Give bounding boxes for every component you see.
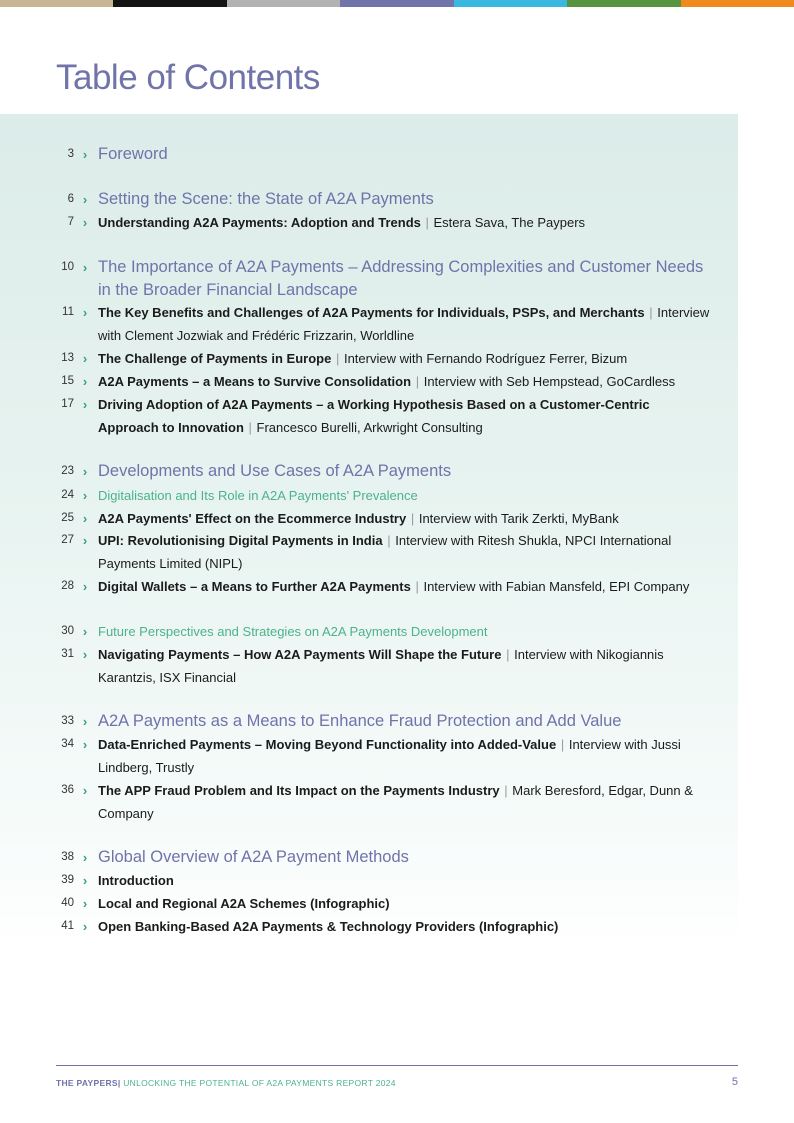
toc-entry-text <box>98 507 710 530</box>
toc-page-number: 34 <box>61 738 74 750</box>
toc-page-number: 30 <box>61 625 74 637</box>
article-byline: Interview with Tarik Zerkti, MyBank <box>418 511 619 526</box>
toc-page-number: 6 <box>67 193 74 205</box>
section-title: Global Overview of A2A Payment Methods <box>98 848 409 866</box>
footer-divider <box>56 1065 738 1066</box>
toc-entry-text <box>98 733 710 779</box>
byline-separator: | <box>415 374 420 389</box>
toc-page-number: 39 <box>61 874 74 886</box>
article-title: A2A Payments' Effect on the Ecommerce Industry <box>98 511 407 526</box>
article-title: Understanding A2A Payments: Adoption and Trends <box>98 215 421 230</box>
article-title: Introduction <box>98 873 174 888</box>
byline-separator: | <box>504 783 508 798</box>
footer-text <box>56 1078 396 1088</box>
chevron-right-icon: › <box>82 147 88 162</box>
article-byline: Interview with Fernando Rodríguez Ferrer, Bizum <box>343 351 628 366</box>
footer-report-title: UNLOCKING THE POTENTIAL OF A2A PAYMENTS REPORT 2024 <box>123 1078 396 1088</box>
chevron-right-icon: › <box>82 533 88 548</box>
section-title: Foreword <box>98 145 168 163</box>
article-title-continued: Approach to Innovation <box>98 420 244 435</box>
section-title: Developments and Use Cases of A2A Payments <box>98 462 452 480</box>
section-title: A2A Payments as a Means to Enhance Fraud Protection and Add Value <box>98 712 622 730</box>
toc-entry-text <box>98 460 710 483</box>
toc-entry-text <box>98 370 710 393</box>
toc-page-number: 28 <box>61 580 74 592</box>
chevron-right-icon: › <box>82 464 88 479</box>
toc-page-number: 25 <box>61 512 74 524</box>
stripe-segment <box>567 0 680 7</box>
toc-page-number: 7 <box>67 216 74 228</box>
chevron-right-icon: › <box>82 397 88 412</box>
article-byline: Interview with Jussi <box>568 737 681 752</box>
toc-page-number: 17 <box>61 398 74 410</box>
stripe-segment <box>0 0 113 7</box>
byline-separator: | <box>506 647 510 662</box>
toc-page-number: 36 <box>61 784 74 796</box>
toc-page-number: 15 <box>61 375 74 387</box>
chevron-right-icon: › <box>82 850 88 865</box>
toc-entry-text <box>98 710 710 733</box>
chevron-right-icon: › <box>82 714 88 729</box>
chevron-right-icon: › <box>82 737 88 752</box>
article-byline-continued: Karantzis, ISX Financial <box>98 670 237 685</box>
section-title: Setting the Scene: the State of A2A Payments <box>98 190 434 208</box>
toc-entry-text <box>98 915 710 938</box>
chevron-right-icon: › <box>82 215 88 230</box>
article-title: The APP Fraud Problem and Its Impact on the Payments Industry <box>98 783 500 798</box>
toc-entry-text <box>98 256 710 302</box>
chevron-right-icon: › <box>82 511 88 526</box>
article-title: Open Banking-Based A2A Payments & Technology Providers (Infographic) <box>98 919 559 934</box>
color-stripe <box>0 0 794 7</box>
byline-separator: | <box>248 420 252 435</box>
stripe-segment <box>454 0 567 7</box>
article-byline: Interview with Fabian Mansfeld, EPI Company <box>423 579 690 594</box>
article-byline-continued: Payments Limited (NIPL) <box>98 556 243 571</box>
article-title: A2A Payments – a Means to Survive Consolidation <box>98 374 412 389</box>
byline-separator: | <box>649 305 653 320</box>
chevron-right-icon: › <box>82 624 88 639</box>
chevron-right-icon: › <box>82 305 88 320</box>
toc-entry-text <box>98 301 710 347</box>
chevron-right-icon: › <box>82 896 88 911</box>
toc-entry-text <box>98 575 710 598</box>
toc-page-number: 13 <box>61 352 74 364</box>
chevron-right-icon: › <box>82 192 88 207</box>
byline-separator: | <box>425 215 429 230</box>
chevron-right-icon: › <box>82 260 88 275</box>
chevron-right-icon: › <box>82 919 88 934</box>
subsection-title: Future Perspectives and Strategies on A2A Payments Development <box>98 624 488 639</box>
chevron-right-icon: › <box>82 374 88 389</box>
footer-brand: THE PAYPERS <box>56 1078 118 1088</box>
stripe-segment <box>227 0 340 7</box>
byline-separator: | <box>335 351 340 366</box>
stripe-segment <box>681 0 794 7</box>
toc-page-number: 40 <box>61 897 74 909</box>
byline-separator: | <box>560 737 565 752</box>
toc-entry-text <box>98 846 710 869</box>
toc-page-number: 33 <box>61 715 74 727</box>
toc-entry-text <box>98 143 710 166</box>
article-byline: Interview with Nikogiannis <box>514 647 664 662</box>
article-title: The Key Benefits and Challenges of A2A Payments for Individuals, PSPs, and Merchants <box>98 305 645 320</box>
toc-page-number: 23 <box>61 465 74 477</box>
toc-page-number: 41 <box>61 920 74 932</box>
article-title: UPI: Revolutionising Digital Payments in India <box>98 533 383 548</box>
page-title: Table of Contents <box>56 58 320 97</box>
article-byline: Estera Sava, The Paypers <box>433 215 586 230</box>
byline-separator: | <box>415 579 419 594</box>
article-title: The Challenge of Payments in Europe <box>98 351 332 366</box>
article-title: Digital Wallets – a Means to Further A2A Payments <box>98 579 411 594</box>
chevron-right-icon: › <box>82 351 88 366</box>
section-title-continued: in the Broader Financial Landscape <box>98 281 358 299</box>
chevron-right-icon: › <box>82 873 88 888</box>
toc-entry-text <box>98 211 710 234</box>
toc-page-number: 3 <box>67 148 74 160</box>
stripe-segment <box>113 0 226 7</box>
article-byline-continued: Company <box>98 806 154 821</box>
toc-page-number: 27 <box>61 534 74 546</box>
toc-entry-text <box>98 620 710 643</box>
article-title: Navigating Payments – How A2A Payments Will Shape the Future <box>98 647 502 662</box>
chevron-right-icon: › <box>82 579 88 594</box>
toc-page-number: 38 <box>61 851 74 863</box>
article-title: Data-Enriched Payments – Moving Beyond Functionality into Added-Value <box>98 737 557 752</box>
article-byline: Interview with Clement Jozwiak and Frédéric Frizzarin, Worldline <box>98 305 710 343</box>
stripe-segment <box>340 0 453 7</box>
toc-entry-text <box>98 869 710 892</box>
footer-divider-mark: | <box>117 1078 121 1088</box>
toc-page-number: 31 <box>61 648 74 660</box>
toc-entry-text <box>98 347 710 370</box>
toc-entry-text <box>98 484 710 507</box>
toc-entry-text <box>98 529 710 575</box>
article-byline: Francesco Burelli, Arkwright Consulting <box>256 420 483 435</box>
toc-entry-text <box>98 643 710 689</box>
chevron-right-icon: › <box>82 488 88 503</box>
byline-separator: | <box>410 511 415 526</box>
section-title: The Importance of A2A Payments – Addressing Complexities and Customer Needs <box>98 258 704 276</box>
toc-page-number: 10 <box>61 261 74 273</box>
article-title: Local and Regional A2A Schemes (Infographic) <box>98 896 390 911</box>
article-byline: Interview with Seb Hempstead, GoCardless <box>423 374 676 389</box>
article-byline: Interview with Ritesh Shukla, NPCI International <box>395 533 672 548</box>
toc-entry-text <box>98 892 710 915</box>
toc-entry-text <box>98 188 710 211</box>
toc-entry-text <box>98 779 710 825</box>
article-title: Driving Adoption of A2A Payments – a Working Hypothesis Based on a Customer-Centric <box>98 397 650 412</box>
chevron-right-icon: › <box>82 647 88 662</box>
chevron-right-icon: › <box>82 783 88 798</box>
subsection-title: Digitalisation and Its Role in A2A Payments' Prevalence <box>98 488 418 503</box>
page-number: 5 <box>731 1076 738 1088</box>
toc-entry-text <box>98 393 710 439</box>
toc-page-number: 11 <box>62 306 74 318</box>
byline-separator: | <box>387 533 391 548</box>
article-byline: Mark Beresford, Edgar, Dunn & <box>512 783 693 798</box>
article-byline-continued: Lindberg, Trustly <box>98 760 195 775</box>
toc-page-number: 24 <box>61 489 74 501</box>
